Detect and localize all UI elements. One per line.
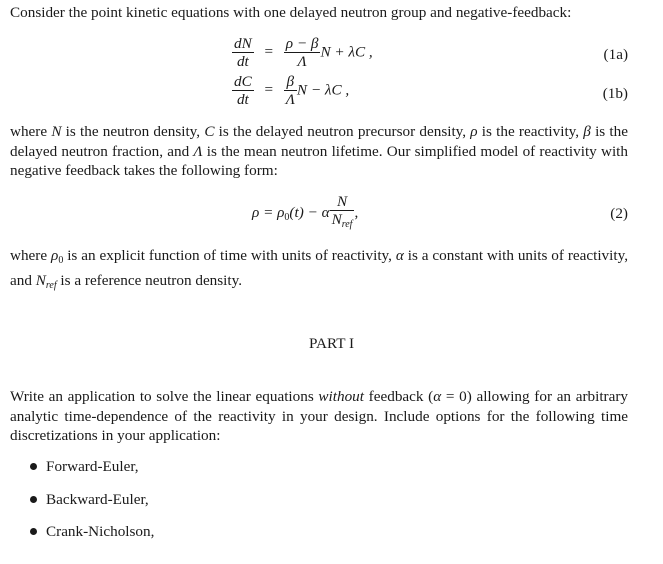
eq2-numerator: N [336, 193, 348, 210]
eq1b-rhs-denominator: Λ [285, 91, 295, 108]
var-rho: ρ [51, 247, 59, 264]
equation-2 [252, 194, 358, 233]
eq2-label: (2) [610, 205, 628, 222]
var-rho-sub: 0 [58, 255, 64, 266]
para2-text: is an explicit function of time with units of reactivity, [63, 247, 396, 264]
eq1a-lhs-denominator: dt [232, 52, 254, 70]
eq1a-equals: = [264, 43, 274, 61]
list-item-text: Forward-Euler, [46, 458, 139, 475]
var-alpha: α [395, 247, 404, 264]
eq1a-rhs-numerator: ρ − β [285, 35, 319, 52]
eq2-den-sub: ref [341, 219, 353, 230]
bullet-icon [30, 496, 37, 503]
emphasis-without: without [318, 388, 364, 405]
eq1a-rhs-fraction [284, 36, 321, 70]
equation-1a [232, 36, 373, 70]
eq1b-rhs-tail: N − λC , [296, 81, 350, 99]
para1-text: is the mean neutron lifetime. Our simplified model of reactivity with negative feedback takes the following form: [10, 142, 628, 179]
intro-text: Consider the point kinetic equations with one delayed neutron group and negative-feedback: [10, 4, 572, 21]
var-C: C [204, 123, 215, 140]
var-beta: β [583, 123, 591, 140]
definitions-paragraph [10, 122, 628, 181]
list-item [30, 523, 154, 541]
para1-text: is the reactivity, [477, 123, 584, 140]
eq1b-rhs-fraction [284, 74, 297, 108]
para1-text: is the neutron density, [61, 123, 205, 140]
eq1b-lhs-numerator: dC [234, 73, 252, 90]
eq2-sub-0: 0 [284, 211, 290, 223]
bullet-icon [30, 463, 37, 470]
eq2-den-var: N [331, 211, 342, 228]
bullet-icon [30, 528, 37, 535]
eq1a-label: (1a) [603, 46, 628, 63]
eq2-denominator [330, 210, 355, 233]
para1-text: is the delayed neutron precursor density, [214, 123, 471, 140]
eq1b-rhs-numerator: β [286, 73, 295, 90]
eq1b-lhs-fraction [232, 74, 254, 108]
list-item [30, 458, 139, 476]
para3-text: Write an application to solve the linear equations [10, 388, 319, 405]
para2-text: is a constant with units of reactivity, and [10, 247, 628, 289]
eq1a-lhs-fraction [232, 36, 254, 70]
var-N-ref-sub: ref [45, 279, 57, 291]
task-paragraph [10, 387, 628, 446]
var-N: N [51, 123, 62, 140]
para1-text: is the delayed neutron fraction, and [10, 123, 628, 160]
eq1a-rhs-tail: N + λC , [320, 43, 373, 61]
list-item-text: Backward-Euler, [46, 491, 149, 508]
equation-1b [232, 74, 349, 108]
eq2-fraction [330, 194, 355, 233]
eq1a-lhs-numerator: dN [234, 35, 252, 52]
eq2-tail: , [354, 203, 359, 221]
feedback-definitions-paragraph [10, 246, 628, 295]
eq1b-lhs-denominator: dt [232, 90, 254, 108]
para2-text: is a reference neutron density. [56, 271, 243, 289]
var-N-ref: N [35, 271, 46, 289]
para2-text: where [10, 247, 52, 264]
var-alpha: α [433, 388, 442, 405]
eq1b-label: (1b) [602, 85, 628, 102]
eq2-mid: (t) − α [289, 203, 330, 221]
eq1b-equals: = [264, 81, 274, 99]
para3-text: feedback ( [364, 388, 434, 405]
list-item [30, 491, 149, 509]
part-heading: PART I [308, 335, 355, 352]
eq2-lhs: ρ = ρ [252, 203, 285, 221]
para1-text: where [10, 123, 52, 140]
list-item-text: Crank-Nicholson, [46, 523, 155, 540]
para3-text: = 0) allowing for an arbitrary analytic time-dependence of the reactivity in your design. Include options for the following time discretizations in your application: [10, 388, 628, 444]
eq1a-rhs-denominator: Λ [284, 52, 321, 70]
var-rho: ρ [470, 123, 478, 140]
var-lambda-cap: Λ [193, 142, 203, 160]
